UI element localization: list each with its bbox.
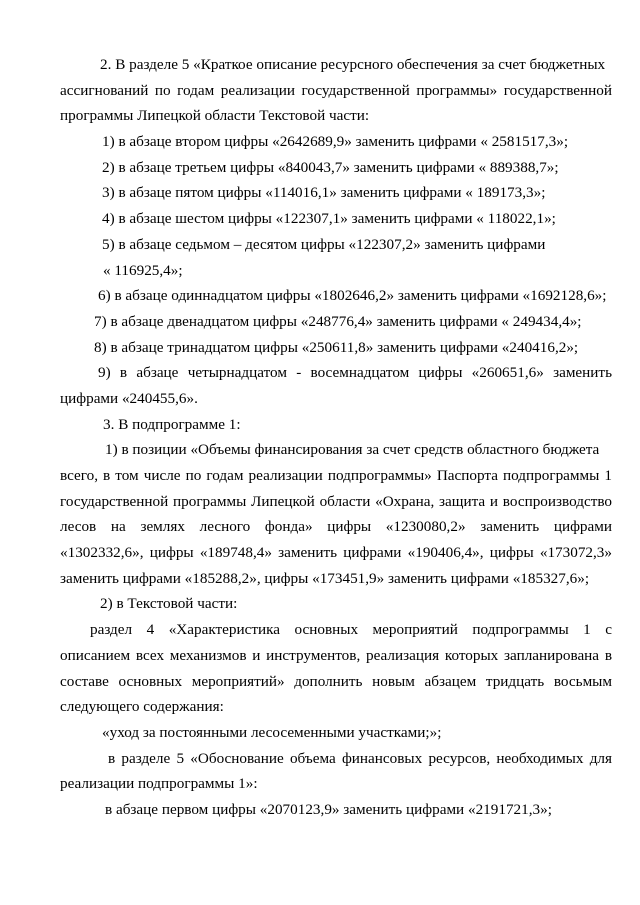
- section-4-line-3: составе основных мероприятий» дополнить новым абзацем тридцать восьмым: [60, 672, 612, 690]
- sub-item-1-line-1: 1) в позиции «Объемы финансирования за счет средств областного бюджета: [105, 441, 600, 459]
- item-1-line: 1) в абзаце втором цифры «2642689,9» заменить цифрами « 2581517,3»;: [102, 133, 569, 151]
- section-5-line-1: в разделе 5 «Обоснование объема финансовых ресурсов, необходимых для: [108, 749, 612, 767]
- item-8-line: 8) в абзаце тринадцатом цифры «250611,8» заменить цифрами «240416,2»;: [94, 338, 579, 356]
- section-4-line-4: следующего содержания:: [60, 698, 224, 716]
- section-4-line-2: описанием всех механизмов и инструментов, реализация которых запланирована в: [60, 646, 612, 664]
- item-6-line: 6) в абзаце одиннадцатом цифры «1802646,2» заменить цифрами «1692128,6»;: [98, 287, 607, 305]
- sub-item-2-line: 2) в Текстовой части:: [100, 595, 238, 613]
- section-5-item-line: в абзаце первом цифры «2070123,9» заменить цифрами «2191721,3»;: [105, 800, 552, 818]
- item-3-line: 3) в абзаце пятом цифры «114016,1» заменить цифрами « 189173,3»;: [102, 184, 546, 202]
- section-4-line-1: раздел 4 «Характеристика основных мероприятий подпрограммы 1 с: [90, 621, 612, 639]
- item-7-line: 7) в абзаце двенадцатом цифры «248776,4» заменить цифрами « 249434,4»;: [94, 312, 582, 330]
- item-5-line-1: 5) в абзаце седьмом – десятом цифры «122307,2» заменить цифрами: [102, 235, 546, 253]
- section-3-heading: 3. В подпрограмме 1:: [103, 415, 241, 433]
- item-5-line-2: « 116925,4»;: [103, 261, 183, 279]
- section-2-heading-line-1: 2. В разделе 5 «Краткое описание ресурсного обеспечения за счет бюджетных: [100, 56, 606, 73]
- section-5-line-2: реализации подпрограммы 1»:: [60, 775, 258, 793]
- item-9-line-1: 9) в абзаце четырнадцатом - восемнадцатом цифры «260651,6» заменить: [98, 364, 612, 382]
- item-4-line: 4) в абзаце шестом цифры «122307,1» заменить цифрами « 118022,1»;: [102, 210, 556, 228]
- document-page: [60, 52, 612, 823]
- quoted-addition-line: «уход за постоянными лесосеменными участками;»;: [102, 723, 442, 741]
- sub-item-1-line-3: государственной программы Липецкой области «Охрана, защита и воспроизводство: [60, 492, 612, 510]
- section-2-heading-line-3: программы Липецкой области Текстовой части:: [60, 107, 370, 125]
- section-2-heading-line-2: ассигнований по годам реализации государственной программы» государственной: [60, 81, 612, 99]
- sub-item-1-line-5: «1302332,6», цифры «189748,4» заменить цифрами «190406,4», цифры «173072,3»: [60, 544, 612, 562]
- sub-item-1-line-6: заменить цифрами «185288,2», цифры «173451,9» заменить цифрами «185327,6»;: [60, 569, 590, 587]
- item-2-line: 2) в абзаце третьем цифры «840043,7» заменить цифрами « 889388,7»;: [102, 158, 559, 176]
- item-9-line-2: цифрами «240455,6».: [60, 389, 198, 407]
- sub-item-1-line-4: лесов на землях лесного фонда» цифры «1230080,2» заменить цифрами: [60, 518, 612, 536]
- sub-item-1-line-2: всего, в том числе по годам реализации подпрограммы» Паспорта подпрограммы 1: [60, 467, 612, 484]
